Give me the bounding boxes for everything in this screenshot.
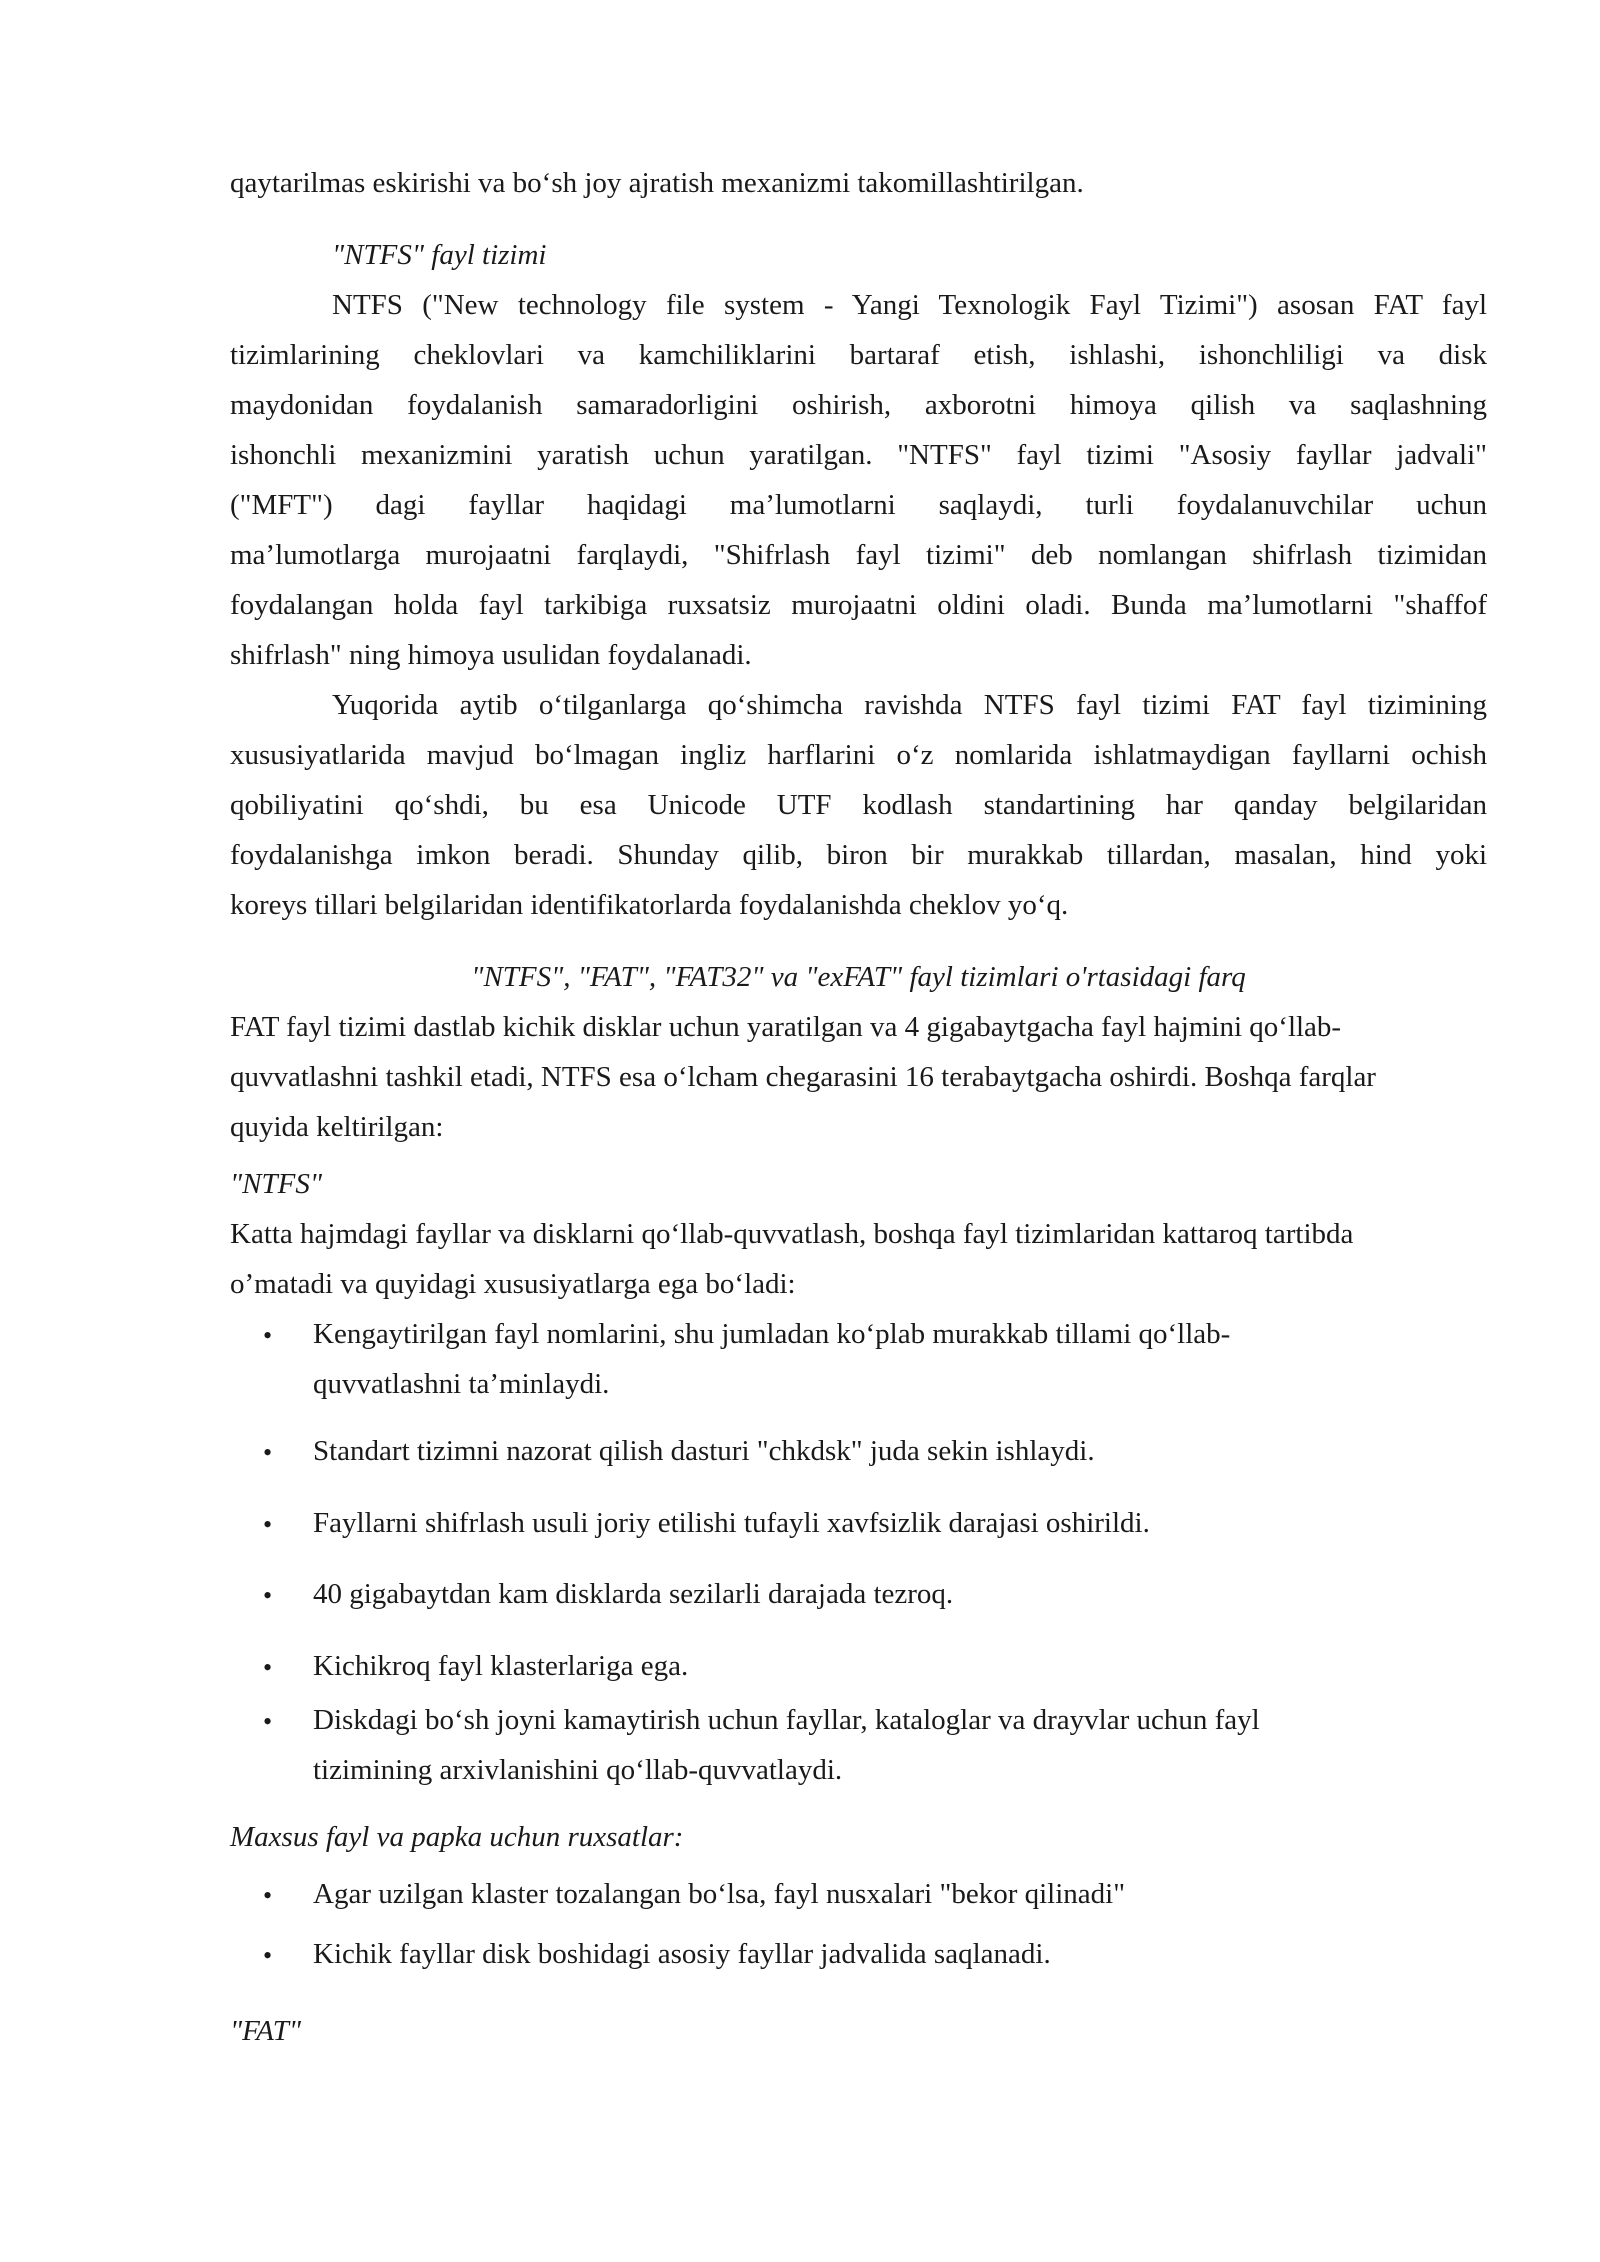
bullet-icon: • <box>263 1581 273 1610</box>
bullet-icon: • <box>263 1510 273 1539</box>
unicode-paragraph-line: qobiliyatini qo‘shdi, bu esa Unicode UTF kodlash standartining har qanday belgilaridan <box>230 789 1487 821</box>
unicode-paragraph-line: foydalanishga imkon beradi. Shunday qilib, biron bir murakkab tillardan, masalan, hind yoki <box>230 839 1487 871</box>
list-item-text: Diskdagi bo‘sh joyni kamaytirish uchun fayllar, kataloglar va drayvlar uchun fayl <box>313 1704 1260 1736</box>
ntfs-paragraph-line: ishonchli mexanizmini yaratish uchun yaratilgan. "NTFS" fayl tizimi "Asosiy fayllar jadvali" <box>230 439 1487 471</box>
list-item-text: Agar uzilgan klaster tozalangan bo‘lsa, fayl nusxalari "bekor qilinadi" <box>313 1878 1126 1910</box>
list-item-text: Fayllarni shifrlash usuli joriy etilishi tufayli xavfsizlik darajasi oshirildi. <box>313 1507 1150 1539</box>
ntfs-paragraph-line: shifrlash" ning himoya usulidan foydalanadi. <box>230 639 752 671</box>
bullet-icon: • <box>263 1653 273 1682</box>
list-item-text: Kengaytirilgan fayl nomlarini, shu jumladan ko‘plab murakkab tillami qo‘llab- <box>313 1318 1231 1350</box>
ntfs-desc-line: Katta hajmdagi fayllar va disklarni qo‘llab-quvvatlash, boshqa fayl tizimlaridan kattaroq tartibda <box>230 1218 1354 1250</box>
bullet-icon: • <box>263 1941 273 1970</box>
unicode-paragraph-line: koreys tillari belgilaridan identifikatorlarda foydalanishda cheklov yo‘q. <box>230 889 1069 921</box>
ntfs-paragraph-line: ma’lumotlarga murojaatni farqlaydi, "Shifrlash fayl tizimi" deb nomlangan shifrlash tizimidan <box>230 539 1487 571</box>
fat-label: "FAT" <box>230 2015 302 2047</box>
list-item-text: Kichik fayllar disk boshidagi asosiy fayllar jadvalida saqlanadi. <box>313 1938 1051 1970</box>
ntfs-paragraph-line: ("MFT") dagi fayllar haqidagi ma’lumotlarni saqlaydi, turli foydalanuvchilar uchun <box>230 489 1487 521</box>
list-item-text: Standart tizimni nazorat qilish dasturi "chkdsk" juda sekin ishlaydi. <box>313 1435 1095 1467</box>
intro-tail-line: qaytarilmas eskirishi va bo‘sh joy ajratish mexanizmi takomillashtirilgan. <box>230 167 1084 199</box>
unicode-paragraph-line: Yuqorida aytib o‘tilganlarga qo‘shimcha ravishda NTFS fayl tizimi FAT fayl tizimining <box>332 689 1487 721</box>
list-item-text: tizimining arxivlanishini qo‘llab-quvvatlaydi. <box>313 1754 843 1786</box>
list-item-text: quvvatlashni ta’minlaydi. <box>313 1368 610 1400</box>
ntfs-paragraph-line: foydalangan holda fayl tarkibiga ruxsatsiz murojaatni oldini oladi. Bunda ma’lumotlarni "shaffof <box>230 589 1487 621</box>
differences-paragraph-line: quyida keltirilgan: <box>230 1111 444 1143</box>
bullet-icon: • <box>263 1321 273 1350</box>
ntfs-paragraph-line: NTFS ("New technology file system - Yangi Texnologik Fayl Tizimi") asosan FAT fayl <box>332 289 1487 321</box>
bullet-icon: • <box>263 1881 273 1910</box>
differences-heading: "NTFS", "FAT", "FAT32" va "exFAT" fayl tizimlari o'rtasidagi farq <box>471 961 1246 993</box>
permissions-label: Maxsus fayl va papka uchun ruxsatlar: <box>230 1821 684 1853</box>
differences-paragraph-line: FAT fayl tizimi dastlab kichik disklar uchun yaratilgan va 4 gigabaytgacha fayl hajmini qo‘llab- <box>230 1011 1342 1043</box>
list-item-text: 40 gigabaytdan kam disklarda sezilarli darajada tezroq. <box>313 1578 954 1610</box>
ntfs-heading: "NTFS" fayl tizimi <box>332 239 547 271</box>
ntfs-label: "NTFS" <box>230 1168 323 1200</box>
bullet-icon: • <box>263 1707 273 1736</box>
ntfs-paragraph-line: tizimlarining cheklovlari va kamchiliklarini bartaraf etish, ishlashi, ishonchliligi va disk <box>230 339 1487 371</box>
differences-paragraph-line: quvvatlashni tashkil etadi, NTFS esa o‘lcham chegarasini 16 terabaytgacha oshirdi. Boshqa farqlar <box>230 1061 1376 1093</box>
list-item-text: Kichikroq fayl klasterlariga ega. <box>313 1650 689 1682</box>
unicode-paragraph-line: xususiyatlarida mavjud bo‘lmagan ingliz harflarini o‘z nomlarida ishlatmaydigan fayllarni ochish <box>230 739 1487 771</box>
ntfs-paragraph-line: maydonidan foydalanish samaradorligini oshirish, axborotni himoya qilish va saqlashning <box>230 389 1487 421</box>
bullet-icon: • <box>263 1438 273 1467</box>
ntfs-desc-line: o’matadi va quyidagi xususiyatlarga ega bo‘ladi: <box>230 1268 796 1300</box>
